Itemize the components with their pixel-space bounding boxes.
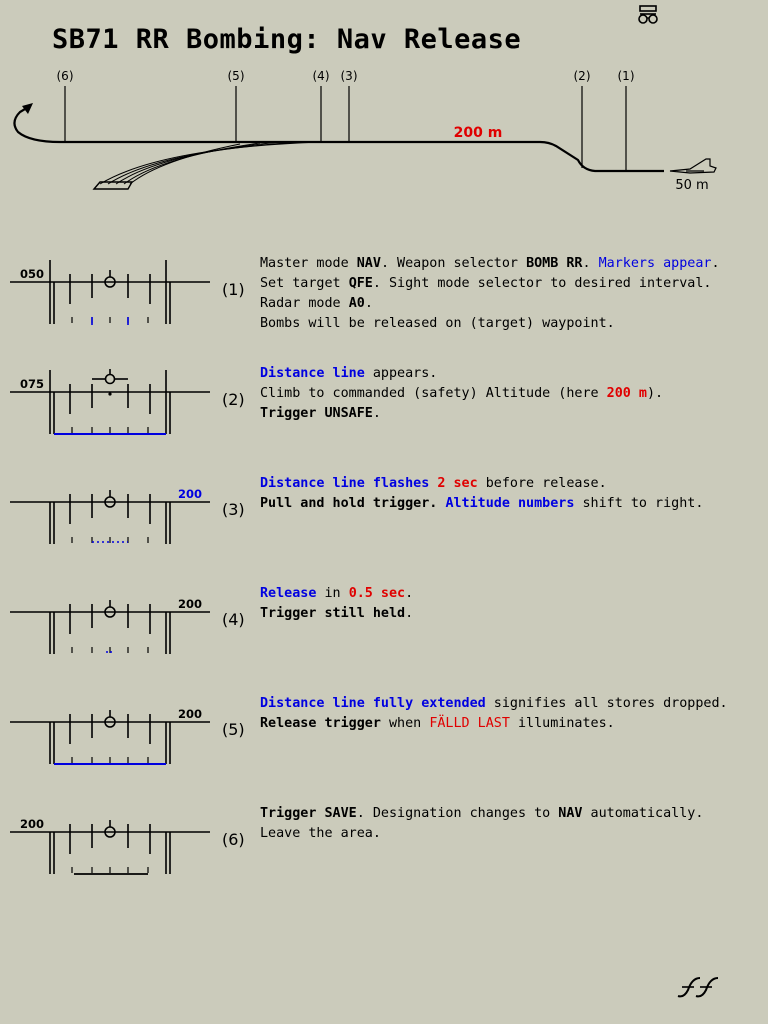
- step-description: [260, 474, 703, 514]
- text-segment: Release trigger: [260, 716, 381, 731]
- text-segment: Trigger SAVE: [260, 806, 357, 821]
- text-segment: .: [364, 296, 373, 311]
- step-text-line: [260, 584, 413, 604]
- text-segment: .: [372, 406, 381, 421]
- hud-symbol: [8, 802, 212, 882]
- step-number: (2): [222, 390, 245, 409]
- text-segment: Markers appear: [598, 256, 712, 271]
- text-segment: FÄLLD LAST: [429, 716, 510, 731]
- text-segment: Radar mode: [260, 296, 349, 311]
- step-text-line: [260, 804, 703, 824]
- text-segment: when: [380, 716, 430, 731]
- profile-marker: (2): [573, 69, 591, 83]
- step-number: (1): [222, 280, 245, 299]
- text-segment: QFE: [348, 276, 373, 291]
- text-segment: Release: [260, 586, 317, 601]
- text-segment: shift to right.: [574, 496, 704, 511]
- text-segment: signifies all stores dropped.: [485, 696, 728, 711]
- text-segment: Climb to commanded (safety) Altitude (here: [260, 386, 607, 401]
- binoculars-icon: [636, 4, 662, 26]
- text-segment: Distance line: [260, 366, 365, 381]
- text-segment: A0: [348, 296, 365, 311]
- hud-symbol: [8, 692, 212, 772]
- step-text-line: [260, 314, 720, 334]
- text-segment: .: [711, 256, 720, 271]
- step-text-line: [260, 364, 663, 384]
- text-segment: . Weapon selector: [380, 256, 527, 271]
- step-description: [260, 254, 720, 334]
- aircraft-icon: [670, 159, 716, 173]
- hud-symbol: [8, 252, 212, 332]
- text-segment: Trigger UNSAFE: [260, 406, 373, 421]
- text-segment: Altitude numbers: [445, 496, 575, 511]
- step-description: [260, 694, 728, 734]
- text-segment: before release.: [477, 476, 607, 491]
- page-title: SB71 RR Bombing: Nav Release: [52, 24, 522, 55]
- profile-marker: (3): [340, 69, 358, 83]
- profile-marker: (6): [56, 69, 74, 83]
- hud-symbol: [8, 362, 212, 442]
- text-segment: 200 m: [606, 386, 647, 401]
- step-text-line: [260, 274, 720, 294]
- step-number: (6): [222, 830, 245, 849]
- text-segment: appears.: [364, 366, 438, 381]
- step-text-line: [260, 384, 663, 404]
- step-text-line: [260, 714, 728, 734]
- step-text-line: [260, 294, 720, 314]
- text-segment: in: [316, 586, 349, 601]
- hud-altitude-value: 200: [178, 707, 203, 721]
- profile-marker: (1): [617, 69, 635, 83]
- step-text-line: [260, 474, 703, 494]
- aim-circle: [106, 375, 115, 384]
- text-segment: Distance line fully extended: [260, 696, 486, 711]
- hud-altitude-value: 050: [20, 267, 45, 281]
- hud-altitude-value: 200: [178, 487, 203, 501]
- text-segment: NAV: [356, 256, 381, 271]
- text-segment: . Sight mode selector to desired interval.: [372, 276, 712, 291]
- step-description: [260, 584, 413, 624]
- text-segment: 0.5 sec: [348, 586, 406, 601]
- hud-altitude-value: 200: [20, 817, 45, 831]
- text-segment: .: [405, 606, 414, 621]
- hud-symbol: [8, 582, 212, 662]
- text-segment: illuminates.: [509, 716, 615, 731]
- text-segment: Pull and hold trigger.: [260, 496, 438, 511]
- hud-altitude-value: 200: [178, 597, 203, 611]
- step-number: (4): [222, 610, 245, 629]
- step-description: [260, 804, 703, 844]
- text-segment: Distance line flashes: [260, 476, 430, 491]
- step-number: (5): [222, 720, 245, 739]
- text-segment: Set target: [260, 276, 349, 291]
- step-text-line: [260, 404, 663, 424]
- text-segment: ).: [646, 386, 664, 401]
- hud-altitude-value: 075: [20, 377, 45, 391]
- step-text-line: [260, 604, 413, 624]
- text-segment: 2 sec: [437, 476, 478, 491]
- step-number: (3): [222, 500, 245, 519]
- text-segment: automatically.: [582, 806, 704, 821]
- text-segment: .: [582, 256, 599, 271]
- text-segment: Master mode: [260, 256, 357, 271]
- text-segment: . Designation changes to: [356, 806, 559, 821]
- text-segment: Trigger still held: [260, 606, 406, 621]
- text-segment: Leave the area.: [260, 826, 381, 841]
- text-segment: NAV: [558, 806, 583, 821]
- flight-profile-diagram: [0, 60, 768, 200]
- text-segment: Bombs will be released on (target) waypoint.: [260, 316, 615, 331]
- step-text-line: [260, 694, 728, 714]
- hud-symbol: [8, 472, 212, 552]
- text-segment: .: [405, 586, 414, 601]
- ff-signature: [674, 972, 724, 1002]
- step-text-line: [260, 254, 720, 274]
- step-description: [260, 364, 663, 424]
- text-segment: BOMB RR: [526, 256, 583, 271]
- altitude-low-label: 50 m: [675, 178, 709, 193]
- step-text-line: [260, 824, 703, 844]
- step-text-line: [260, 494, 703, 514]
- profile-marker: (4): [312, 69, 330, 83]
- altitude-high-label: 200 m: [453, 125, 503, 141]
- profile-marker: (5): [227, 69, 245, 83]
